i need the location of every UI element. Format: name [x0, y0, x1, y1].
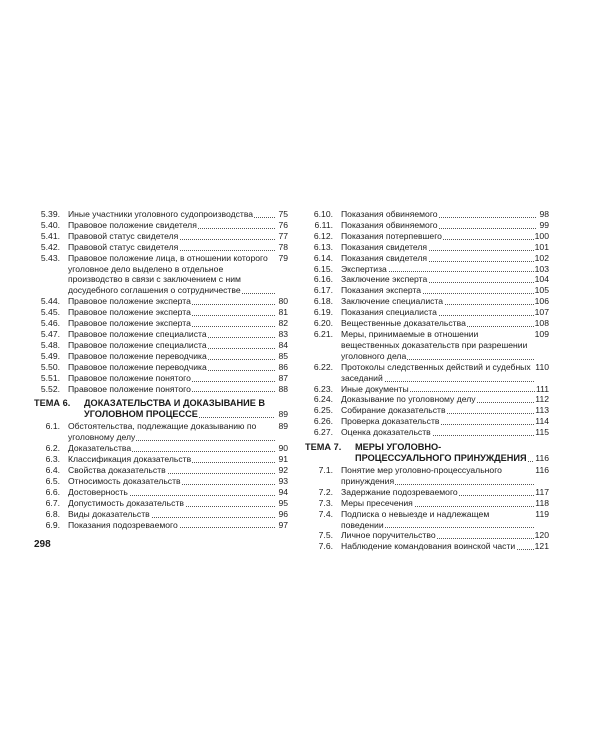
- entry-number: 5.48.: [40, 339, 60, 350]
- toc-right-column: [305, 209, 549, 552]
- entry-number: 5.41.: [40, 230, 60, 241]
- entry-page-number: 94: [275, 487, 288, 498]
- entry-number: 5.49.: [40, 350, 60, 361]
- entry-title-text: Правовое положение лица, в отношении которого уголовное дело выделено в отдельное производство в связи с заключением с ним досудебного соглашения о сотрудничестве: [68, 252, 268, 296]
- entry-title-text: Проверка доказательств: [341, 416, 440, 427]
- entry-title-text: Показания обвиняемого: [341, 209, 438, 219]
- entry-number: 6.7.: [45, 497, 60, 508]
- entry-page-number: 90: [275, 443, 288, 454]
- toc-entry: [34, 351, 288, 362]
- entry-page-number: 121: [534, 541, 549, 552]
- entry-title-text: Виды доказательств: [68, 508, 150, 519]
- entry-title: [341, 394, 534, 405]
- entry-number: 6.22.: [313, 361, 333, 372]
- entry-title: [341, 220, 536, 231]
- entry-title-text: Показания эксперта: [341, 285, 422, 296]
- toc-entry: [305, 296, 549, 307]
- toc-entry: [305, 231, 549, 242]
- topic-label: ТЕМА 6.: [34, 398, 71, 409]
- entry-title: [341, 498, 534, 509]
- entry-number: 5.50.: [40, 361, 60, 372]
- toc-entry: [34, 307, 288, 318]
- toc-entry: [305, 487, 549, 498]
- entry-page-number: 80: [275, 296, 288, 307]
- entry-number: 6.15.: [313, 263, 333, 274]
- entry-page-number: 81: [275, 307, 288, 318]
- entry-title: [68, 373, 275, 384]
- entry-title-text: Меры, принимаемые в отношении вещественных доказательств при разрешении уголовного дела: [341, 328, 528, 361]
- entry-title: [341, 416, 534, 427]
- entry-title-text: Показания обвиняемого: [341, 219, 438, 230]
- entry-title: [68, 242, 275, 253]
- entry-title: [68, 421, 275, 443]
- toc-entry: [305, 242, 549, 253]
- entry-page-number: 77: [275, 231, 288, 242]
- entry-title: [341, 487, 534, 498]
- entry-number: 5.44.: [40, 296, 60, 307]
- toc-entry: [305, 307, 549, 318]
- entry-page-number: 117: [535, 486, 549, 497]
- entry-title: [341, 509, 534, 531]
- entry-title: [341, 384, 535, 395]
- entry-number: 5.47.: [40, 328, 60, 339]
- entry-title: [68, 384, 275, 395]
- entry-page-number: 99: [536, 220, 549, 231]
- entry-number: 5.51.: [40, 372, 60, 383]
- entry-title-text: Вещественные доказательства: [341, 318, 466, 329]
- entry-title-text: Меры пресечения: [341, 497, 413, 508]
- entry-number: 7.3.: [318, 497, 333, 508]
- entry-title: [341, 285, 534, 296]
- entry-number: 6.16.: [313, 274, 333, 285]
- entry-title-text: Иные документы: [341, 383, 409, 394]
- entry-title-text: Допустимость доказательств: [68, 497, 184, 508]
- entry-number: 6.10.: [313, 209, 333, 219]
- entry-title: [341, 405, 534, 416]
- entry-title-text: Оценка доказательств: [341, 427, 431, 438]
- entry-title: [68, 443, 275, 454]
- entry-title: [341, 362, 534, 384]
- entry-title: [341, 231, 534, 242]
- topic-title-text: МЕРЫ УГОЛОВНО-ПРОЦЕССУАЛЬНОГО ПРИНУЖДЕНИЯ: [355, 442, 527, 464]
- entry-title: [68, 498, 275, 509]
- entry-title-text: Достоверность: [68, 486, 128, 497]
- entry-title-text: Правовое положение понятого: [68, 372, 191, 383]
- entry-title-text: Показания свидетеля: [341, 252, 428, 263]
- toc-entry: [34, 209, 288, 220]
- entry-title: [341, 274, 534, 285]
- toc-entry: [34, 454, 288, 465]
- entry-title: [341, 541, 534, 552]
- entry-number: 7.6.: [318, 541, 333, 552]
- entry-number: 6.17.: [313, 285, 333, 296]
- toc-entry: [34, 520, 288, 531]
- entry-title: [341, 465, 534, 487]
- entry-title-text: Подписка о невыезде и надлежащем поведении: [341, 508, 490, 530]
- entry-page-number: 97: [275, 520, 288, 531]
- entry-title: [341, 253, 534, 264]
- entry-number: 6.25.: [313, 405, 333, 416]
- entry-number: 6.14.: [313, 252, 333, 263]
- entry-number: 6.19.: [313, 307, 333, 318]
- entry-page-number: 118: [535, 497, 549, 508]
- toc-entry: [305, 384, 549, 395]
- entry-title-text: Обстоятельства, подлежащие доказыванию по уголовному делу: [68, 421, 257, 443]
- toc-entry: [305, 416, 549, 427]
- entry-title-text: Показания подозреваемого: [68, 519, 178, 530]
- entry-title-text: Классификация доказательств: [68, 454, 192, 465]
- entry-page-number: 79: [275, 253, 288, 264]
- toc-entry: [34, 220, 288, 231]
- entry-title: [68, 253, 275, 297]
- toc-entry: [305, 264, 549, 275]
- entry-title: [341, 307, 534, 318]
- entry-page-number: 111: [535, 383, 549, 394]
- entry-title-text: Доказывание по уголовному делу: [341, 394, 476, 405]
- toc-entry: [34, 253, 288, 297]
- toc-entry: [305, 209, 549, 220]
- toc-entry: [34, 421, 288, 443]
- entry-page-number: 105: [534, 285, 549, 296]
- toc-entry: [34, 476, 288, 487]
- topic-title: [84, 398, 274, 420]
- topic-page-number: 116: [535, 453, 549, 464]
- entry-number: 6.3.: [45, 454, 60, 465]
- toc-entry: [305, 394, 549, 405]
- entry-page-number: 107: [534, 307, 549, 318]
- entry-title-text: Наблюдение командования воинской части: [341, 541, 516, 552]
- entry-title-text: Правовое положение специалиста: [68, 339, 207, 350]
- entry-page-number: 101: [534, 241, 549, 252]
- toc-entry: [305, 274, 549, 285]
- entry-title-text: Личное поручительство: [341, 530, 436, 541]
- entry-page-number: 82: [275, 318, 288, 329]
- entry-title: [341, 427, 534, 438]
- entry-number: 5.39.: [40, 209, 60, 219]
- entry-number: 6.8.: [45, 508, 60, 519]
- entry-page-number: 110: [535, 361, 549, 372]
- entry-page-number: 103: [534, 263, 549, 274]
- entry-title-text: Правовой статус свидетеля: [68, 230, 179, 241]
- entry-page-number: 115: [535, 427, 549, 438]
- entry-page-number: 112: [535, 394, 549, 405]
- entry-title-text: Показания свидетеля: [341, 241, 428, 252]
- entry-title-text: Правовое положение переводчика: [68, 350, 207, 361]
- toc-entry: [34, 296, 288, 307]
- entry-title: [341, 242, 534, 253]
- entry-title: [341, 530, 534, 541]
- entry-page-number: 113: [535, 405, 549, 416]
- entry-title: [68, 307, 275, 318]
- toc-entry: [305, 362, 549, 384]
- toc-entry: [305, 253, 549, 264]
- entry-title-text: Протоколы следственных действий и судебных заседаний: [341, 361, 531, 383]
- entry-number: 6.26.: [313, 416, 333, 427]
- entry-number: 5.42.: [40, 241, 60, 252]
- entry-title-text: Правовое положение эксперта: [68, 307, 191, 318]
- entry-page-number: 83: [275, 329, 288, 340]
- entry-title: [68, 465, 275, 476]
- toc-entry: [305, 329, 549, 362]
- entry-title-text: Иные участники уголовного судопроизводства: [68, 209, 254, 219]
- toc-entry: [305, 405, 549, 416]
- entry-title-text: Правовое положение эксперта: [68, 318, 191, 329]
- toc-entry: [305, 285, 549, 296]
- entry-number: 6.23.: [313, 383, 333, 394]
- entry-title-text: Правовое положение специалиста: [68, 328, 207, 339]
- entry-page-number: 85: [275, 351, 288, 362]
- page-number: 298: [34, 539, 51, 550]
- entry-number: 7.1.: [318, 465, 333, 476]
- entry-number: 6.1.: [45, 421, 60, 432]
- toc-entry: [305, 465, 549, 487]
- entry-page-number: 92: [275, 465, 288, 476]
- entry-number: 7.5.: [318, 530, 333, 541]
- entry-page-number: 93: [275, 476, 288, 487]
- toc-entry: [34, 242, 288, 253]
- entry-title-text: Заключение специалиста: [341, 296, 444, 307]
- entry-number: 6.4.: [45, 465, 60, 476]
- entry-title-text: Правовое положение переводчика: [68, 361, 207, 372]
- entry-page-number: 76: [275, 220, 288, 231]
- entry-title-text: Свойства доказательств: [68, 465, 166, 476]
- toc-entry: [305, 220, 549, 231]
- toc-entry: [305, 530, 549, 541]
- entry-title: [68, 454, 275, 465]
- entry-title-text: Собирание доказательств: [341, 405, 446, 416]
- entry-number: 5.40.: [40, 219, 60, 230]
- entry-page-number: 84: [275, 340, 288, 351]
- entry-title-text: Заключение эксперта: [341, 274, 428, 285]
- entry-title: [68, 340, 275, 351]
- entry-page-number: 95: [275, 498, 288, 509]
- entry-title: [341, 296, 534, 307]
- toc-entry: [34, 465, 288, 476]
- toc-entry: [305, 427, 549, 438]
- entry-number: 6.12.: [313, 230, 333, 241]
- entry-number: 6.6.: [45, 486, 60, 497]
- entry-page-number: 106: [534, 296, 549, 307]
- entry-page-number: 78: [275, 242, 288, 253]
- entry-page-number: 75: [275, 209, 288, 220]
- entry-title-text: Правовой статус свидетеля: [68, 241, 179, 252]
- entry-page-number: 89: [275, 421, 288, 432]
- toc-entry: [34, 384, 288, 395]
- toc-entry: [34, 318, 288, 329]
- topic-page-number: 89: [274, 409, 288, 420]
- entry-title: [341, 329, 534, 362]
- toc-entry: [34, 362, 288, 373]
- entry-title-text: Относимость доказательств: [68, 475, 181, 486]
- entry-title: [68, 231, 275, 242]
- toc-topic-heading: [305, 442, 549, 464]
- toc-left-column: [34, 209, 288, 530]
- entry-number: 6.2.: [45, 443, 60, 454]
- entry-page-number: 114: [535, 416, 549, 427]
- entry-title: [68, 220, 275, 231]
- entry-number: 5.52.: [40, 383, 60, 394]
- entry-title: [341, 318, 534, 329]
- toc-entry: [34, 340, 288, 351]
- entry-title-text: Понятие мер уголовно-процессуального принуждения: [341, 465, 502, 486]
- entry-title: [68, 209, 275, 220]
- topic-title-text: ДОКАЗАТЕЛЬСТВА И ДОКАЗЫВАНИЕ В УГОЛОВНОМ ПРОЦЕССЕ: [84, 398, 266, 420]
- entry-number: 6.18.: [313, 296, 333, 307]
- toc-topic-heading: [34, 398, 288, 420]
- entry-title-text: Доказательства: [68, 443, 132, 454]
- entry-number: 6.21.: [313, 328, 333, 339]
- entry-title: [68, 487, 275, 498]
- entry-page-number: 119: [535, 508, 549, 519]
- entry-page-number: 98: [536, 209, 549, 220]
- topic-title: [355, 442, 533, 464]
- toc-entry: [34, 487, 288, 498]
- entry-title-text: Экспертиза: [341, 263, 387, 274]
- entry-number: 6.5.: [45, 475, 60, 486]
- entry-title-text: Показания потерпевшего: [341, 230, 442, 241]
- entry-page-number: 91: [275, 454, 288, 465]
- toc-entry: [305, 541, 549, 552]
- entry-page-number: 116: [535, 465, 549, 476]
- toc-entry: [34, 498, 288, 509]
- entry-title: [68, 520, 275, 531]
- entry-number: 6.9.: [45, 519, 60, 530]
- entry-title: [341, 264, 534, 275]
- entry-title-text: Правовое положение эксперта: [68, 296, 191, 307]
- entry-number: 6.27.: [313, 427, 333, 438]
- toc-entry: [305, 498, 549, 509]
- entry-page-number: 88: [275, 384, 288, 395]
- entry-title: [68, 318, 275, 329]
- entry-title: [68, 296, 275, 307]
- entry-title: [68, 362, 275, 373]
- entry-title: [341, 209, 536, 220]
- entry-title-text: Правовое положение свидетеля: [68, 219, 197, 230]
- toc-entry: [34, 329, 288, 340]
- toc-entry: [305, 509, 549, 531]
- entry-number: 7.2.: [318, 486, 333, 497]
- entry-page-number: 108: [534, 318, 549, 329]
- toc-entry: [34, 231, 288, 242]
- entry-number: 5.46.: [40, 318, 60, 329]
- toc-entry: [305, 318, 549, 329]
- toc-entry: [34, 373, 288, 384]
- entry-title: [68, 351, 275, 362]
- entry-number: 6.20.: [313, 318, 333, 329]
- entry-page-number: 100: [534, 230, 549, 241]
- entry-number: 6.24.: [313, 394, 333, 405]
- entry-title-text: Показания специалиста: [341, 307, 437, 318]
- entry-page-number: 96: [275, 509, 288, 520]
- toc-entry: [34, 443, 288, 454]
- entry-title: [68, 476, 275, 487]
- entry-title: [68, 509, 275, 520]
- entry-number: 6.11.: [314, 219, 333, 230]
- entry-page-number: 86: [275, 362, 288, 373]
- toc-entry: [34, 509, 288, 520]
- entry-page-number: 102: [534, 252, 549, 263]
- entry-page-number: 109: [534, 328, 549, 339]
- entry-number: 7.4.: [318, 508, 333, 519]
- entry-page-number: 120: [534, 530, 549, 541]
- entry-page-number: 104: [534, 274, 549, 285]
- entry-page-number: 87: [275, 373, 288, 384]
- entry-number: 5.45.: [40, 307, 60, 318]
- entry-title-text: Задержание подозреваемого: [341, 486, 458, 497]
- entry-title: [68, 329, 275, 340]
- topic-label: ТЕМА 7.: [305, 442, 342, 453]
- entry-number: 5.43.: [40, 252, 60, 263]
- entry-number: 6.13.: [313, 241, 333, 252]
- entry-title-text: Правовое положение понятого: [68, 383, 191, 394]
